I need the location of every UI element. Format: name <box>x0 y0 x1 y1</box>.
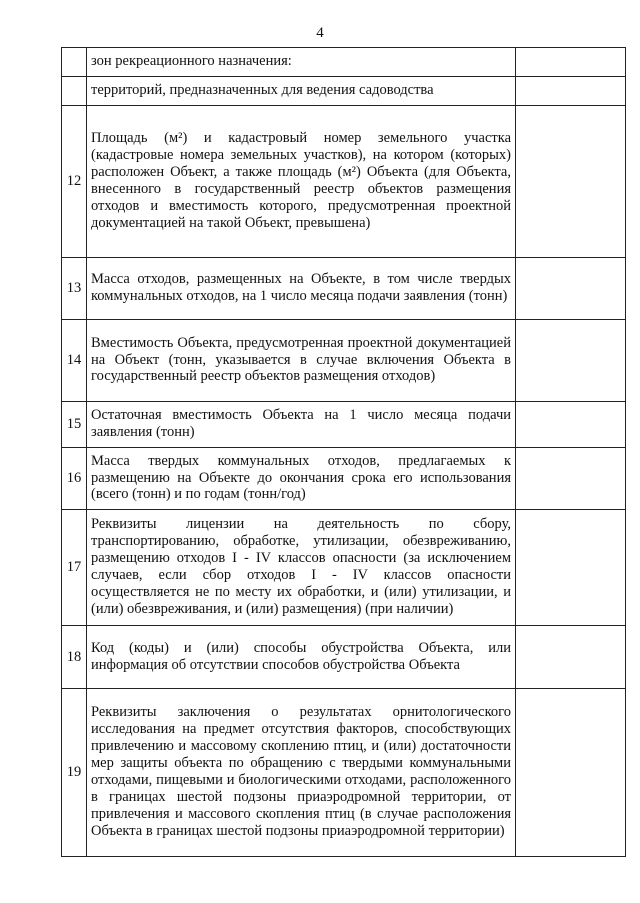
table-row <box>62 106 626 258</box>
row-number: 12 <box>62 106 87 258</box>
row-number <box>62 77 87 106</box>
table-row <box>62 626 626 689</box>
row-number <box>62 48 87 77</box>
row-description: Реквизиты лицензии на деятельность по сбору, транспортированию, обработке, утилизации, обезвреживанию, размещению отходов I - IV классов опасности (за исключением случаев, если сбор отходов I - IV классов опасности осуществляется не по месту их обработки, и (или) утилизации, и (или) обезвреживания, и (или) размещения) (при наличии) <box>87 510 516 626</box>
table-row <box>62 320 626 402</box>
table-row <box>62 77 626 106</box>
row-value-cell <box>516 77 626 106</box>
page-number: 4 <box>316 25 324 41</box>
row-description: Площадь (м²) и кадастровый номер земельного участка (кадастровые номера земельных участков), на котором (которых) расположен Объект, а также площадь (м²) Объекта (для Объекта, внесенного в государственный реестр объектов размещения отходов и вместимость которого, предусмотренная проектной документацией на такой Объект, превышена) <box>87 106 516 258</box>
row-description: зон рекреационного назначения: <box>87 48 516 77</box>
row-value-cell <box>516 510 626 626</box>
row-value-cell <box>516 689 626 857</box>
row-description: Остаточная вместимость Объекта на 1 число месяца подачи заявления (тонн) <box>87 402 516 448</box>
row-description: Масса твердых коммунальных отходов, предлагаемых к размещению на Объекте до окончания срока его использования (всего (тонн) и по годам (тонн/год) <box>87 448 516 510</box>
row-description: Масса отходов, размещенных на Объекте, в том числе твердых коммунальных отходов, на 1 число месяца подачи заявления (тонн) <box>87 258 516 320</box>
row-description: Код (коды) и (или) способы обустройства Объекта, или информация об отсутствии способов обустройства Объекта <box>87 626 516 689</box>
row-number: 17 <box>62 510 87 626</box>
row-description: территорий, предназначенных для ведения садоводства <box>87 77 516 106</box>
table-row <box>62 402 626 448</box>
table-row <box>62 689 626 857</box>
row-number: 13 <box>62 258 87 320</box>
row-number: 15 <box>62 402 87 448</box>
table-row <box>62 258 626 320</box>
row-value-cell <box>516 106 626 258</box>
row-value-cell <box>516 258 626 320</box>
row-value-cell <box>516 626 626 689</box>
row-description: Реквизиты заключения о результатах орнитологического исследования на предмет отсутствия факторов, способствующих привлечению и массовому скоплению птиц, и (или) достаточности мер защиты объекта по обращению с твердыми коммунальными отходами, пищевыми и биологическими отходами, расположенного в границах шестой подзоны приаэродромной территории, от привлечения и массового скопления птиц (в случае расположения Объекта в границах шестой подзоны приаэродромной территории) <box>87 689 516 857</box>
row-description: Вместимость Объекта, предусмотренная проектной документацией на Объект (тонн, указывается в случае включения Объекта в государственный реестр объектов размещения отходов) <box>87 320 516 402</box>
table-row <box>62 48 626 77</box>
row-number: 14 <box>62 320 87 402</box>
row-number: 19 <box>62 689 87 857</box>
form-table <box>61 47 626 857</box>
row-value-cell <box>516 320 626 402</box>
table-row <box>62 510 626 626</box>
row-number: 18 <box>62 626 87 689</box>
table-row <box>62 448 626 510</box>
row-value-cell <box>516 48 626 77</box>
row-number: 16 <box>62 448 87 510</box>
row-value-cell <box>516 402 626 448</box>
row-value-cell <box>516 448 626 510</box>
